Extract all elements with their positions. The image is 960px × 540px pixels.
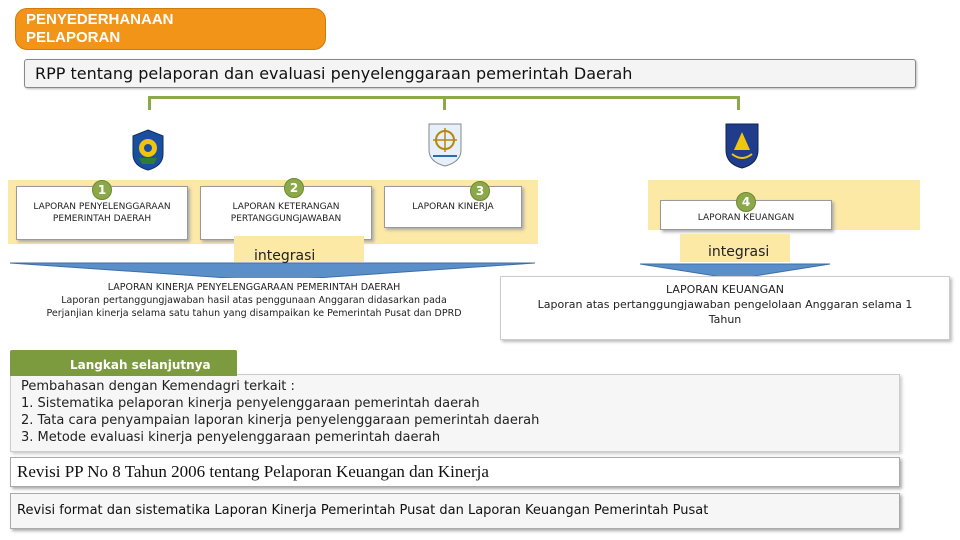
report-number-2: 2	[284, 178, 304, 198]
page-title-line1: PENYEDERHANAAN	[26, 11, 174, 28]
revisi-pp-label: Revisi PP No 8 Tahun 2006 tentang Pelaporan Keuangan dan Kinerja	[17, 462, 489, 481]
revisi-format-box	[10, 493, 900, 529]
next-steps-item-2: 2. Tata cara penyampaian laporan kinerja penyelenggaraan pemerintah daerah	[21, 413, 540, 428]
keuangan-box	[500, 276, 950, 340]
kinerja-desc: Laporan pertanggungjawaban hasil atas penggunaan Anggaran didasarkan pada Perjanjian kinerja selama satu tahun yang disampaikan ke Pemerintah Pusat dan DPRD	[46, 295, 462, 319]
integration-label-left: integrasi	[254, 248, 316, 264]
next-steps-box	[10, 374, 900, 452]
integration-label-right: integrasi	[708, 244, 770, 260]
report-label-3: LAPORAN KINERJA	[412, 202, 494, 212]
revisi-pp-box	[10, 457, 900, 487]
next-steps-intro: Pembahasan dengan Kemendagri terkait :	[21, 379, 295, 394]
connector-drop-4	[737, 96, 740, 110]
page-title	[15, 8, 326, 50]
report-label-1: LAPORAN PENYELENGGARAAN PEMERINTAH DAERAH	[33, 202, 171, 224]
keuangan-desc: Laporan atas pertanggungjawaban pengelolaan Anggaran selama 1 Tahun	[537, 298, 913, 326]
rpp-box: RPP tentang pelaporan dan evaluasi penyelenggaraan pemerintah Daerah	[24, 59, 916, 88]
report-box-3	[384, 186, 522, 228]
page-title-line2: PELAPORAN	[26, 29, 121, 46]
revisi-format-label: Revisi format dan sistematika Laporan Kinerja Pemerintah Pusat dan Laporan Keuangan Pemerintah Pusat	[17, 503, 709, 518]
next-steps-tab: Langkah selanjutnya	[10, 350, 237, 376]
report-label-4: LAPORAN KEUANGAN	[697, 213, 795, 223]
connector-drop-1	[148, 96, 151, 110]
connector-drop-3	[443, 96, 446, 110]
next-steps-item-3: 3. Metode evaluasi kinerja penyelenggaraan pemerintah daerah	[21, 430, 441, 445]
kinerja-box	[14, 278, 494, 338]
kinerja-title: LAPORAN KINERJA PENYELENGGARAAN PEMERINTAH DAERAH	[107, 282, 401, 293]
ship-wheel-emblem-icon	[425, 120, 465, 168]
report-number-4: 4	[736, 192, 756, 212]
keuangan-title: LAPORAN KEUANGAN	[666, 283, 784, 296]
garuda-emblem-icon	[130, 128, 166, 172]
next-steps-item-1: 1. Sistematika pelaporan kinerja penyelenggaraan pemerintah daerah	[21, 396, 480, 411]
report-number-3: 3	[470, 181, 490, 201]
report-number-1: 1	[92, 180, 112, 200]
report-label-2: LAPORAN KETERANGAN PERTANGGUNGJAWABAN	[230, 202, 342, 224]
kemenkeu-emblem-icon	[722, 120, 762, 170]
